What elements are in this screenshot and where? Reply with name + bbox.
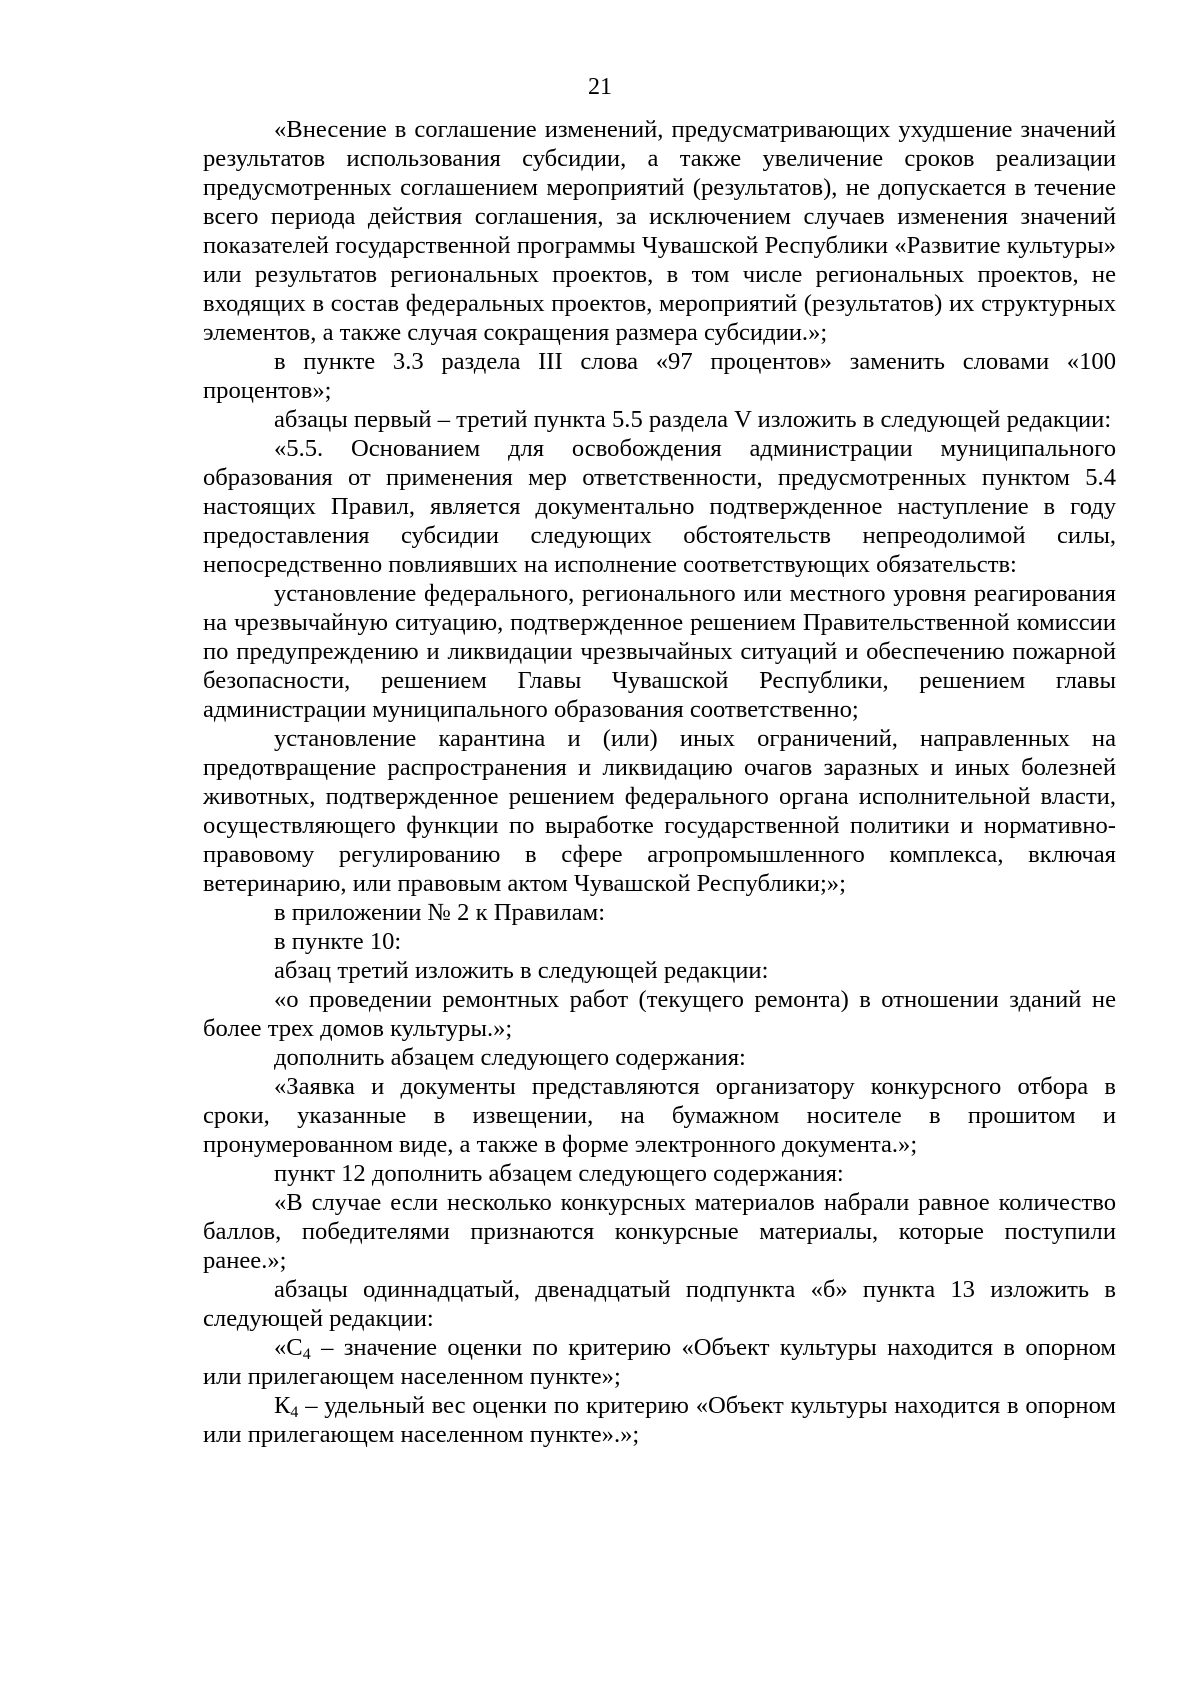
paragraph-clause-5-5-text: «5.5. Основанием для освобождения администрации муниципального образования от применения мер ответственности, предусмотренных пунктом 5.4 настоящих Правил, является документально подтвержденное наступление в году предоставления субсидии следующих обстоятельств непреодолимой силы, непосредственно повлиявших на исполнение соответствующих обязательств: bbox=[203, 435, 1116, 578]
paragraph-equal-points: «В случае если несколько конкурсных материалов набрали равное количество баллов, победителями признаются конкурсные материалы, которые поступили ранее.»; bbox=[203, 1189, 1116, 1274]
paragraph-application-documents: «Заявка и документы представляются организатору конкурсного отбора в сроки, указанные в извещении, на бумажном носителе в прошитом и пронумерованном виде, а также в форме электронного документа.»; bbox=[203, 1073, 1116, 1158]
k4-subscript: 4 bbox=[290, 1403, 299, 1421]
paragraph-clause-5-5-intro: абзацы первый – третий пункта 5.5 раздела V изложить в следующей редакции: bbox=[274, 406, 1112, 433]
page-number: 21 bbox=[588, 74, 612, 100]
c4-subscript: 4 bbox=[302, 1345, 311, 1363]
paragraph-third-indent: абзац третий изложить в следующей редакции: bbox=[274, 957, 769, 984]
formula-line-k4 bbox=[203, 1391, 1116, 1449]
paragraph-add-indent: дополнить абзацем следующего содержания: bbox=[274, 1044, 746, 1071]
paragraph-clause-12: пункт 12 дополнить абзацем следующего содержания: bbox=[274, 1160, 844, 1187]
paragraph-quarantine: установление карантина и (или) иных ограничений, направленных на предотвращение распространения и ликвидацию очагов заразных и иных болезней животных, подтвержденное решением федерального органа исполнительной власти, осуществляющего функции по выработке государственной политики и нормативно-правовому регулированию в сфере агропромышленного комплекса, включая ветеринарию, или правовым актом Чувашской Республики;»; bbox=[203, 725, 1116, 897]
paragraph-subsidy-agreement-changes: «Внесение в соглашение изменений, предусматривающих ухудшение значений результатов использования субсидии, а также увеличение сроков реализации предусмотренных соглашением мероприятий (результатов), не допускается в течение всего периода действия соглашения, за исключением случаев изменения значений показателей государственной программы Чувашской Республики «Развитие культуры» или результатов региональных проектов, в том числе региональных проектов, не входящих в состав федеральных проектов, мероприятий (результатов) их структурных элементов, а также случая сокращения размера субсидии.»; bbox=[203, 116, 1116, 346]
paragraph-repair-works: «о проведении ремонтных работ (текущего ремонта) в отношении зданий не более трех домов культуры.»; bbox=[203, 986, 1116, 1042]
paragraph-clause-3-3: в пункте 3.3 раздела III слова «97 процентов» заменить словами «100 процентов»; bbox=[203, 348, 1116, 404]
formula-line-c4 bbox=[203, 1333, 1116, 1391]
document-body bbox=[203, 115, 1116, 1449]
paragraph-appendix-2: в приложении № 2 к Правилам: bbox=[274, 899, 606, 926]
c4-text: – значение оценки по критерию «Объект культуры находится в опорном или прилегающем населенном пункте»; bbox=[203, 1334, 1116, 1390]
paragraph-clause-13: абзацы одиннадцатый, двенадцатый подпункта «б» пункта 13 изложить в следующей редакции: bbox=[203, 1276, 1116, 1332]
paragraph-emergency-response: установление федерального, регионального или местного уровня реагирования на чрезвычайную ситуацию, подтвержденное решением Правительственной комиссии по предупреждению и ликвидации чрезвычайных ситуаций и обеспечению пожарной безопасности, решением Главы Чувашской Республики, решением главы администрации муниципального образования соответственно; bbox=[203, 580, 1116, 723]
paragraph-clause-10: в пункте 10: bbox=[274, 928, 402, 955]
k4-lead: К bbox=[274, 1392, 291, 1419]
k4-text: – удельный вес оценки по критерию «Объект культуры находится в опорном или прилегающем населенном пункте».»; bbox=[203, 1392, 1116, 1448]
c4-lead: «С bbox=[274, 1334, 303, 1361]
